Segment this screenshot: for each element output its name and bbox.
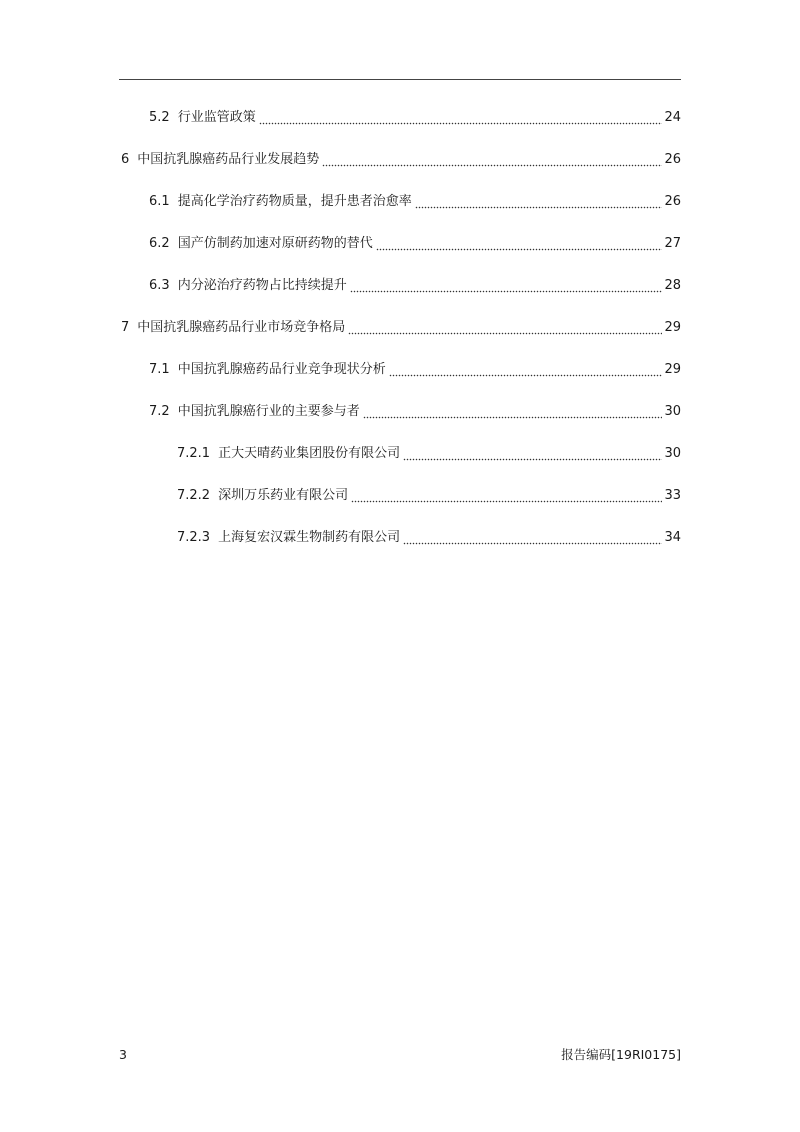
toc-entry-title: 上海复宏汉霖生物制药有限公司 bbox=[218, 530, 401, 545]
toc-entry-7-2-2[interactable] bbox=[177, 486, 681, 506]
toc-entry-5-2[interactable] bbox=[149, 108, 681, 128]
toc-entry-title: 中国抗乳腺癌药品行业发展趋势 bbox=[137, 152, 320, 167]
toc-entry-page: 26 bbox=[664, 152, 681, 167]
footer-page-number: 3 bbox=[119, 1047, 127, 1062]
toc-entry-page: 30 bbox=[664, 404, 681, 419]
toc-entry-page: 30 bbox=[664, 446, 681, 461]
toc-entry-page: 29 bbox=[664, 362, 681, 377]
toc-entry-title: 中国抗乳腺癌行业的主要参与者 bbox=[177, 404, 360, 419]
toc-entry-7-2-3[interactable] bbox=[177, 528, 681, 548]
toc-entry-title: 提高化学治疗药物质量，提升患者治愈率 bbox=[177, 194, 412, 209]
toc-dot-leader bbox=[350, 276, 663, 296]
toc-entry-page: 29 bbox=[664, 320, 681, 335]
toc-entry-7-2[interactable] bbox=[149, 402, 681, 422]
toc-entry-page: 33 bbox=[664, 488, 681, 503]
toc-entry-title: 深圳万乐药业有限公司 bbox=[218, 488, 349, 503]
toc-entry-page: 34 bbox=[664, 530, 681, 545]
toc-entry-title: 国产仿制药加速对原研药物的替代 bbox=[177, 236, 373, 251]
toc-entry-number: 7.1 bbox=[149, 362, 170, 377]
toc-entry-page: 26 bbox=[664, 194, 681, 209]
toc-dot-leader bbox=[348, 318, 662, 338]
toc-dot-leader bbox=[415, 192, 663, 212]
footer-report-code: 报告编码[19RI0175] bbox=[561, 1047, 681, 1062]
toc-entry-6-1[interactable] bbox=[149, 192, 681, 212]
toc-entry-number: 6 bbox=[121, 152, 130, 167]
toc-entry-number: 7.2 bbox=[149, 404, 170, 419]
toc-entry-title: 内分泌治疗药物占比持续提升 bbox=[177, 278, 347, 293]
toc-entry-7-1[interactable] bbox=[149, 360, 681, 380]
toc-entry-6-2[interactable] bbox=[149, 234, 681, 254]
toc-dot-leader bbox=[389, 360, 663, 380]
toc-entry-title: 正大天晴药业集团股份有限公司 bbox=[218, 446, 401, 461]
toc-entry-number: 7.2.2 bbox=[177, 488, 211, 503]
toc-dot-leader bbox=[259, 108, 663, 128]
toc-entry-number: 6.2 bbox=[149, 236, 170, 251]
toc-dot-leader bbox=[363, 402, 663, 422]
toc-entry-number: 5.2 bbox=[149, 110, 170, 125]
toc-entry-number: 7.2.3 bbox=[177, 530, 211, 545]
toc-entry-title: 中国抗乳腺癌药品行业市场竞争格局 bbox=[137, 320, 346, 335]
toc-entry-page: 24 bbox=[664, 110, 681, 125]
toc-entry-title: 中国抗乳腺癌药品行业竞争现状分析 bbox=[177, 362, 386, 377]
toc-entry-6[interactable] bbox=[121, 150, 681, 170]
toc-dot-leader bbox=[376, 234, 663, 254]
toc-entry-title: 行业监管政策 bbox=[177, 110, 256, 125]
toc-entry-number: 7 bbox=[121, 320, 130, 335]
toc-dot-leader bbox=[351, 486, 662, 506]
toc-entry-number: 6.3 bbox=[149, 278, 170, 293]
toc-entry-page: 27 bbox=[664, 236, 681, 251]
toc-entry-6-3[interactable] bbox=[149, 276, 681, 296]
toc-entry-number: 7.2.1 bbox=[177, 446, 211, 461]
toc-entry-number: 6.1 bbox=[149, 194, 170, 209]
toc-dot-leader bbox=[403, 528, 662, 548]
header-rule bbox=[119, 79, 681, 80]
toc-entry-7-2-1[interactable] bbox=[177, 444, 681, 464]
toc-entry-7[interactable] bbox=[121, 318, 681, 338]
toc-dot-leader bbox=[403, 444, 662, 464]
toc-entry-page: 28 bbox=[664, 278, 681, 293]
toc-dot-leader bbox=[322, 150, 662, 170]
